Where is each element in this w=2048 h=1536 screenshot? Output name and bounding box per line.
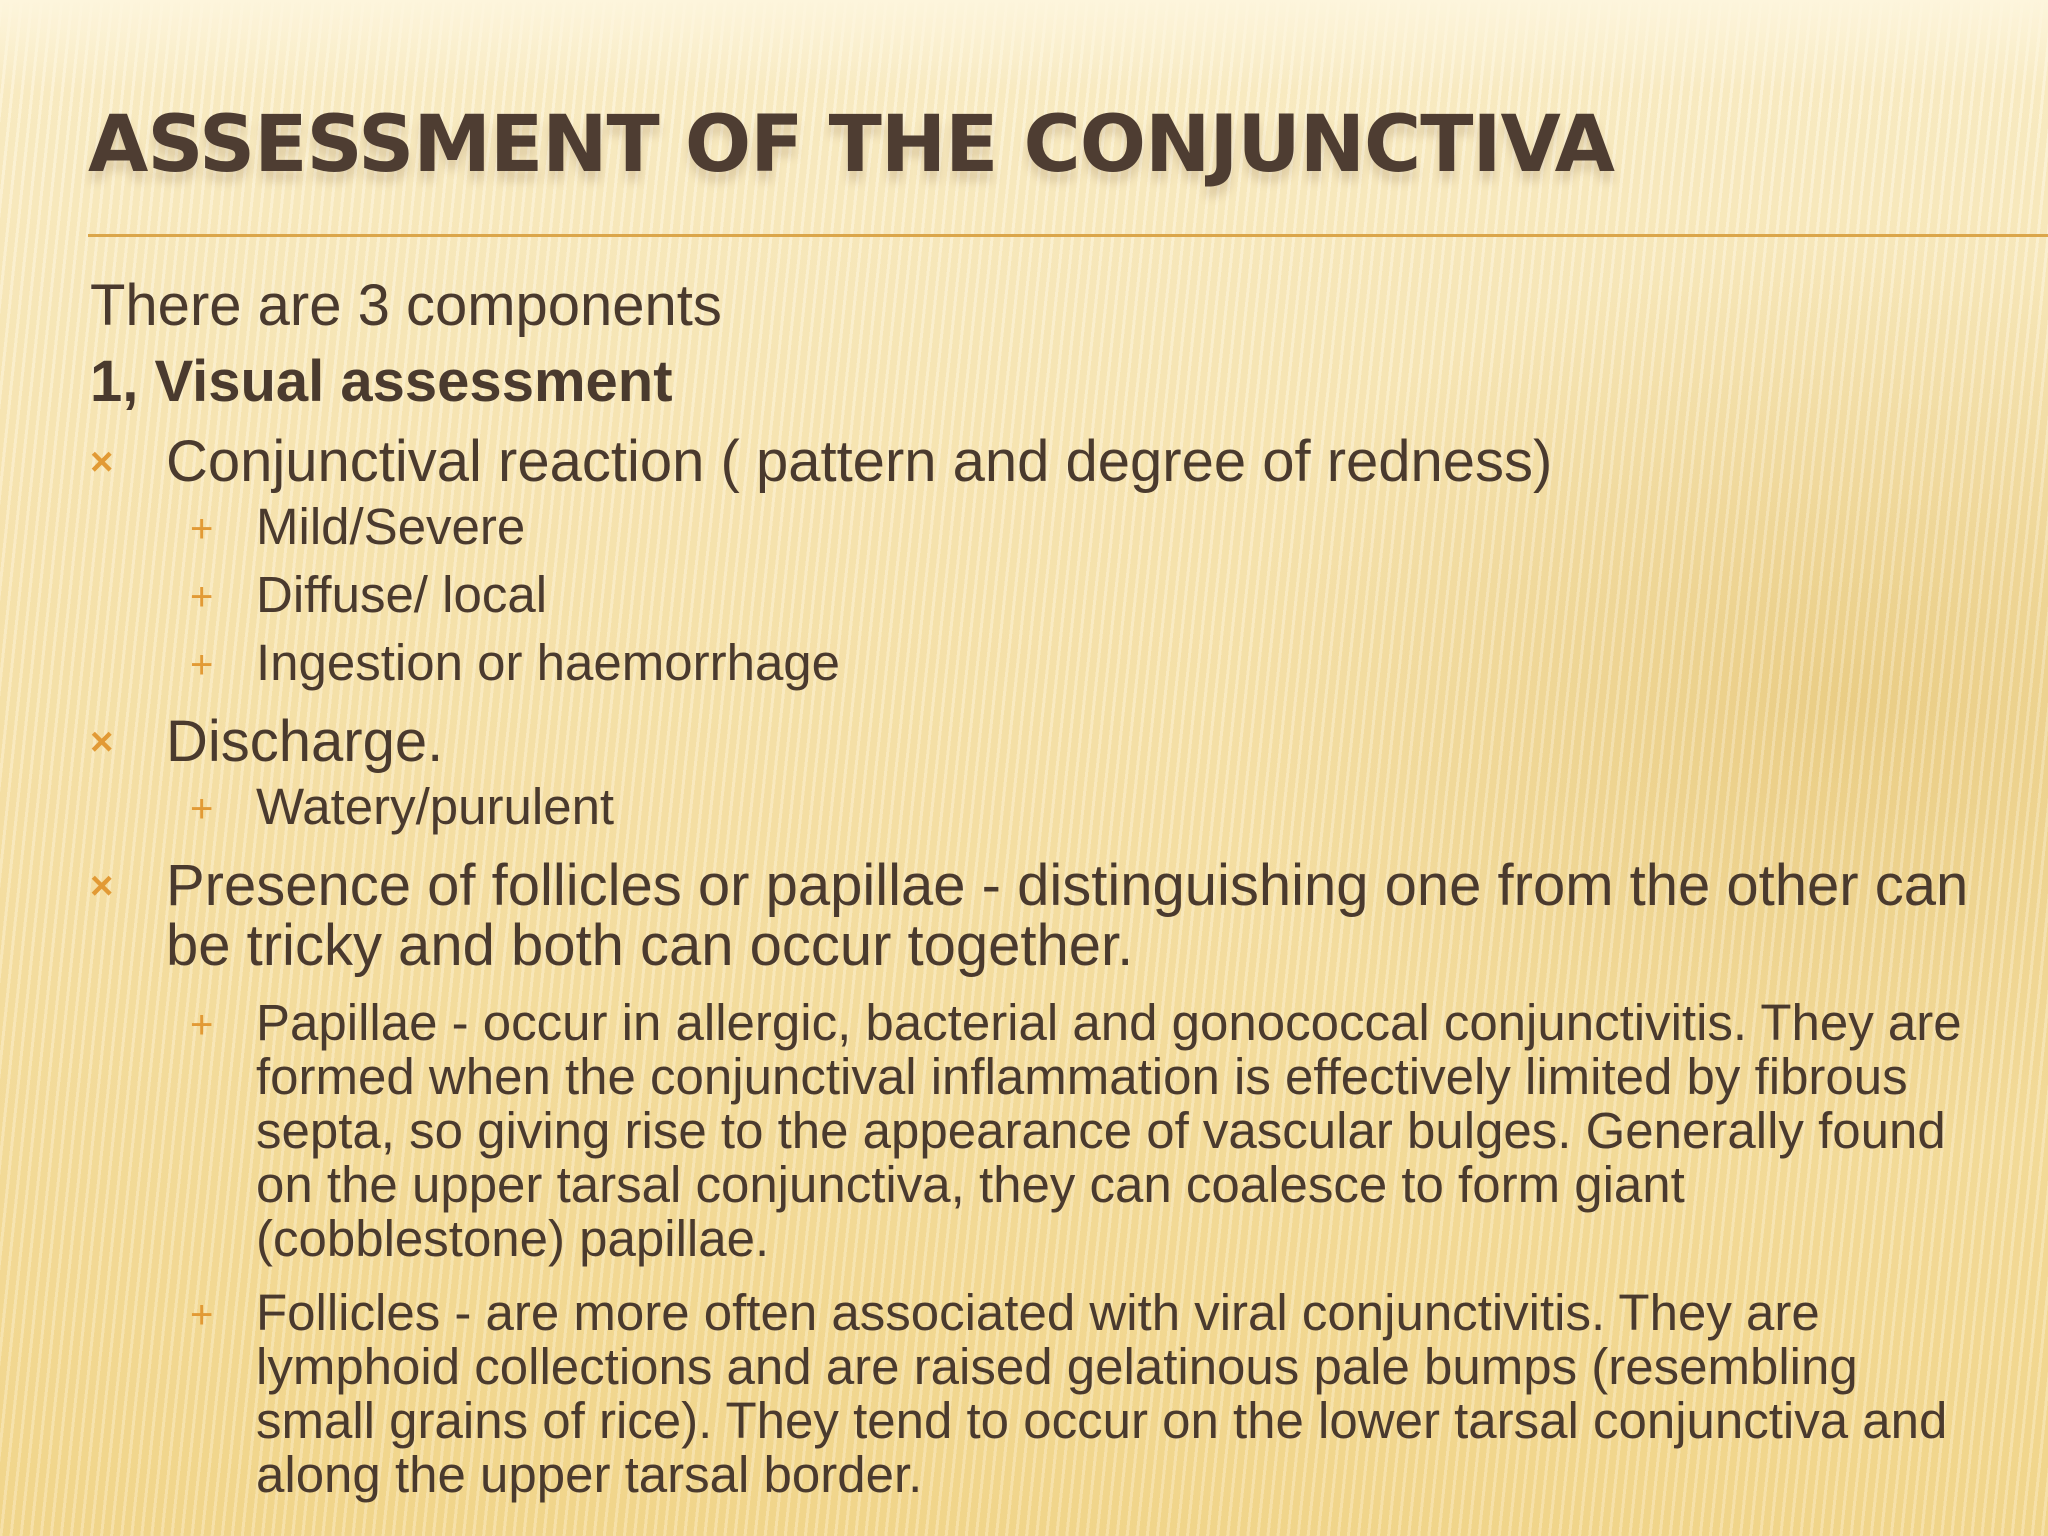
sub-bullet-text: Papillae - occur in allergic, bacterial and gonococcal conjunctivitis. They are formed when the conjunctival inflammation is effectively limited by fibrous septa, so giving rise to the appearance of vascular bulges. Generally found on the upper tarsal conjunctiva, they can coalesce to form giant (cobblestone) papillae. [256,994,1962,1267]
cross-bullet-icon: × [90,720,114,764]
section-heading: 1, Visual assessment [90,349,673,414]
slide-body [90,268,1990,1502]
sub-bullet-text: Watery/purulent [256,778,615,835]
plus-bullet-icon: + [190,1003,214,1047]
title-divider [88,234,2048,237]
sub-bullet-item [90,636,1990,690]
bullet-text: Discharge. [166,709,444,774]
sub-bullet-text: Ingestion or haemorrhage [256,634,841,691]
bullet-item [90,429,1990,494]
bullet-item [90,709,1990,774]
sub-bullet-item [90,996,1990,1266]
bullet-text: Presence of follicles or papillae - distinguishing one from the other can be tricky and both can occur together. [166,853,1969,978]
sub-bullet-item [90,1286,1990,1502]
slide-title: ASSESSMENT OF THE CONJUNCTIVA [88,100,1614,190]
plus-bullet-icon: + [190,643,214,687]
cross-bullet-icon: × [90,864,114,908]
bullet-item [90,853,1990,978]
plus-bullet-icon: + [190,787,214,831]
bullet-text: Conjunctival reaction ( pattern and degree of redness) [166,429,1553,494]
sub-bullet-item [90,780,1990,834]
intro-text: There are 3 components [90,273,722,338]
sub-bullet-text: Diffuse/ local [256,566,548,623]
sub-bullet-text: Follicles - are more often associated with viral conjunctivitis. They are lymphoid collections and are raised gelatinous pale bumps (resembling small grains of rice). They tend to occur on the lower tarsal conjunctiva and along the upper tarsal border. [256,1284,1948,1503]
plus-bullet-icon: + [190,575,214,619]
sub-bullet-item [90,500,1990,554]
slide-top-band [0,0,2048,90]
sub-bullet-text: Mild/Severe [256,498,526,555]
plus-bullet-icon: + [190,1293,214,1337]
cross-bullet-icon: × [90,440,114,484]
sub-bullet-item [90,568,1990,622]
plus-bullet-icon: + [190,507,214,551]
